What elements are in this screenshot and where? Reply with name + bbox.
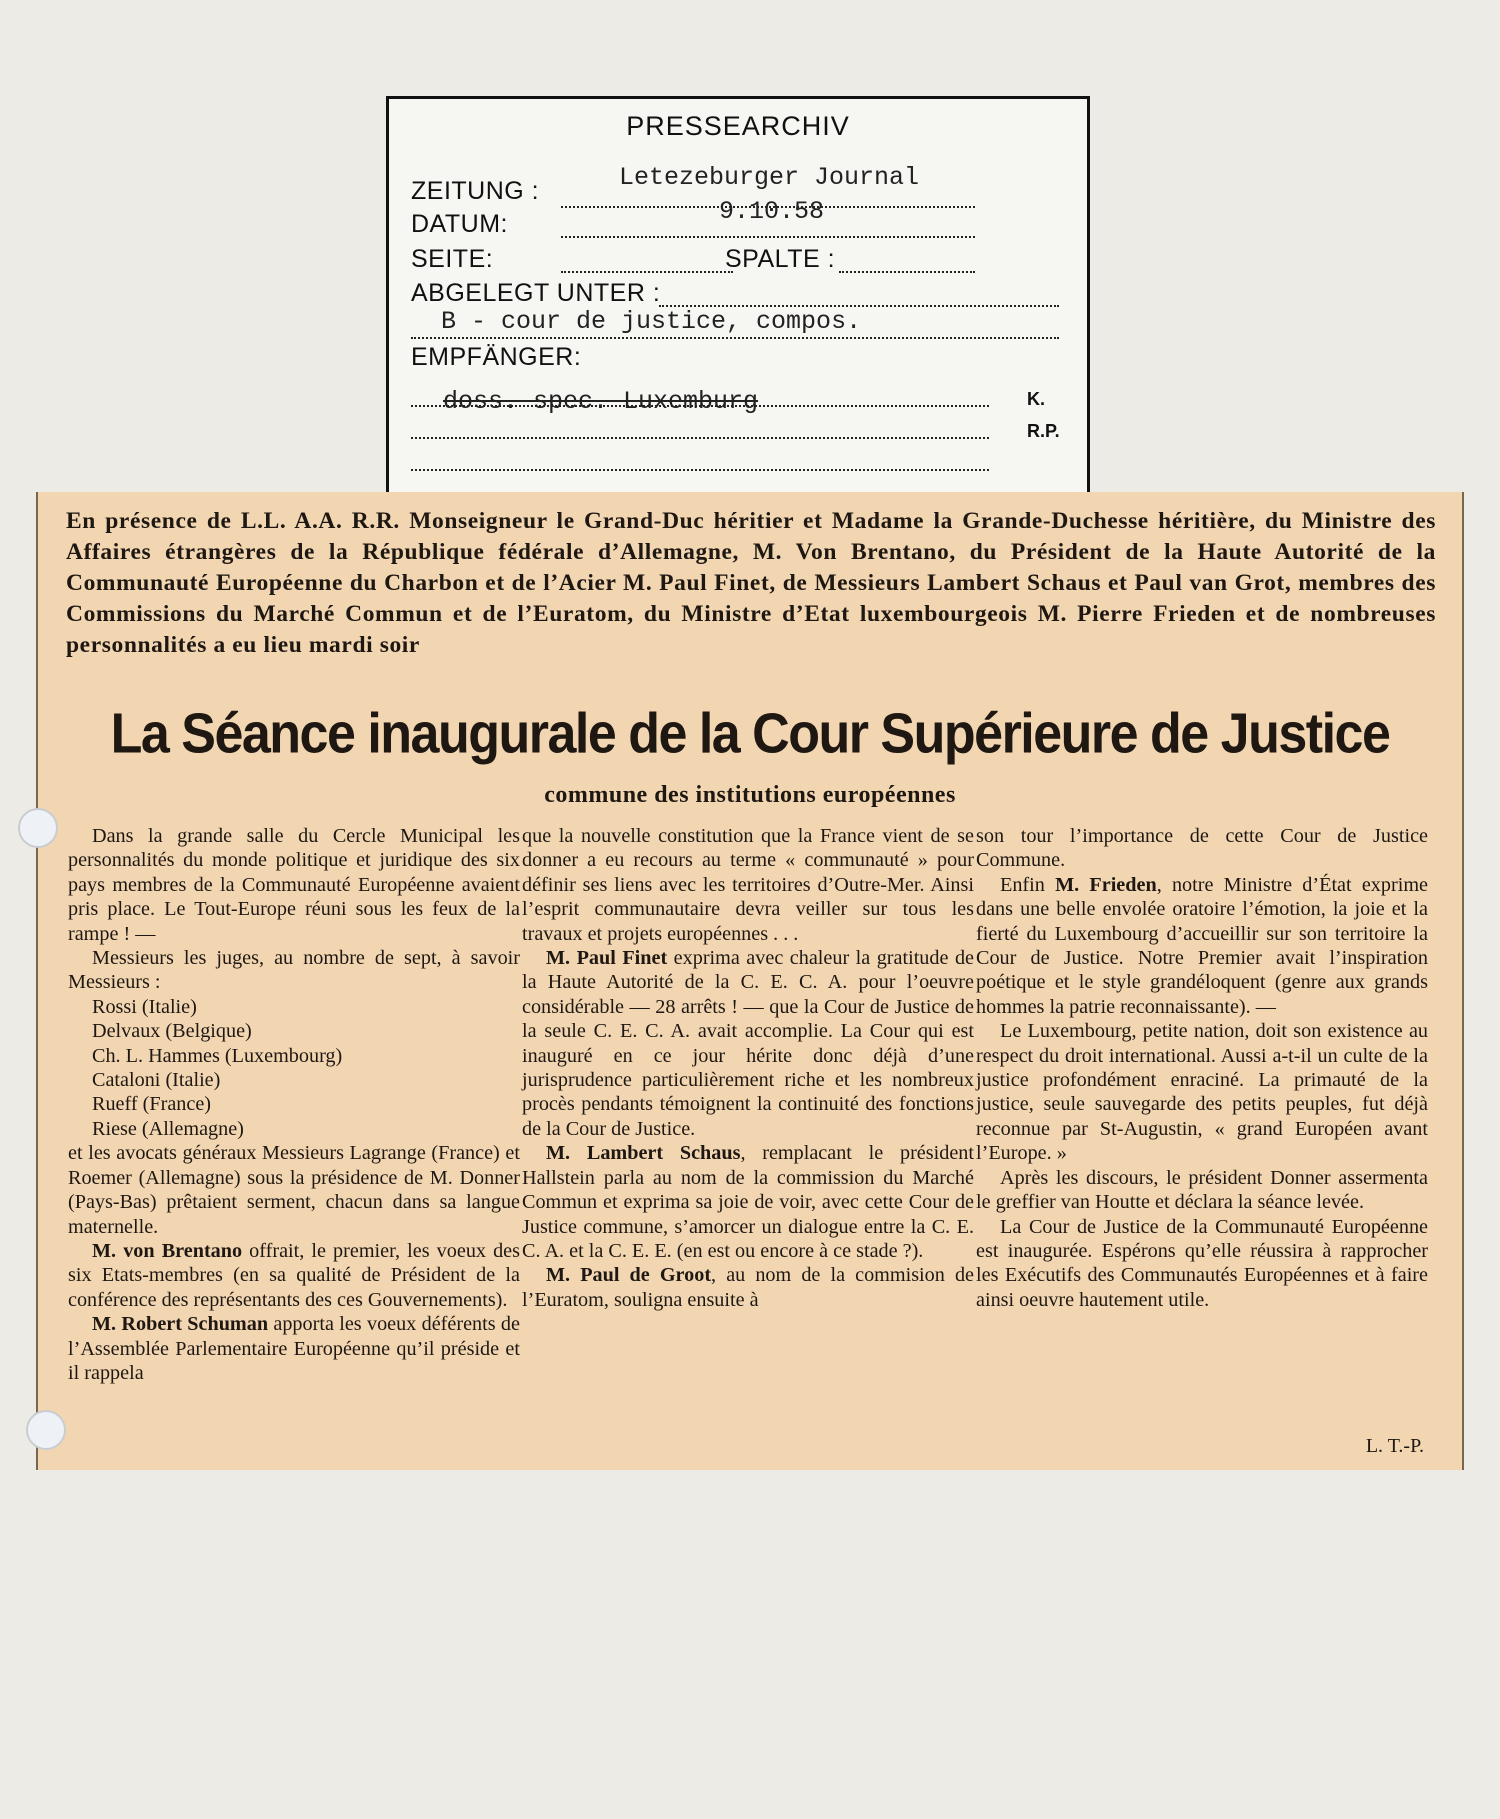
judge-list-item: Delvaux (Belgique) [92,1020,252,1043]
spalte-line [839,271,975,273]
card-title: PRESSEARCHIV [626,111,850,141]
article-headline: La Séance inaugurale de la Cour Supérieure de Justice [110,702,1390,766]
col3-paragraph-3: Le Luxembourg, petite nation, doit son existence au respect du droit international. Aussi a-t-il un culte de la justice profondément enraciné. La primauté de la justice, seule sauvegarde des petits peuples, fut déjà reconnue par St-Augustin, « grand Européen avant l’Europe. » [976,1020,1428,1165]
col3-paragraph-5: La Cour de Justice de la Communauté Européenne est inaugurée. Espérons qu’elle réussira à rapprocher les Exécutifs des Communautés Européennes et à faire ainsi oeuvre hautement utile. [976,1215,1428,1311]
newspaper-clipping [36,492,1464,1470]
person-name: M. Paul Finet [546,947,668,970]
seite-line [561,271,733,273]
col3-paragraph-2 [976,873,1428,1019]
article-subheadline: commune des institutions européennes [544,782,956,808]
col2-paragraph-2 [522,946,974,1141]
punch-hole [26,1410,66,1450]
paragraph-text: apporta les voeux déférents de l’Assemblée Parlementaire Européenne qu’il préside et il rappela [68,1313,520,1384]
col1-paragraph-3: et les avocats généraux Messieurs Lagrange (France) et Roemer (Allemagne) sous la présidence de M. Donner (Pays-Bas) prêtaient serment, chacun dans sa langue maternelle. [68,1142,520,1238]
col1-paragraph-4 [68,1239,520,1312]
judge-list-item: Rossi (Italie) [92,995,197,1018]
paragraph-text: exprima avec chaleur la gratitude de la Haute Autorité de la C. E. C. A. pour l’oeuvre considérable — 28 arrêts ! — que la Cour de Justice de la seule C. E. C. A. avait accomplie. La Cour qui est inauguré en ce jour hérite donc déjà d’une jurisprudence particulièrement riche et les nombreux procès pendants témoignent la continuité des fonctions de la Cour de Justice. [522,947,974,1140]
col1-paragraph-1: Dans la grande salle du Cercle Municipal les personnalités du monde politique et juridique des six pays membres de la Communauté Européenne avaient pris place. Le Tout-Europe réuni sous les feux de la rampe ! — [68,825,520,945]
paragraph-text: , remplacant le président Hallstein parla au nom de la commission du Marché Commun et exprima sa joie de voir, avec cette Cour de Justice commune, s’amorcer un dialogue entre la C. E. C. A. et la C. E. E. (en est ou encore à ce stade ?). [522,1142,974,1262]
empfaenger-value: doss. spec. Luxemburg [443,387,759,416]
zeitung-value: Letezeburger Journal [619,163,920,192]
paragraph-text: Enfin [1000,873,1056,896]
col1-paragraph-5 [68,1312,520,1385]
article-column-2 [522,824,974,1312]
col3-paragraph-4: Après les discours, le président Donner assermenta le greffier van Houtte et déclara la séance levée. [976,1166,1428,1214]
person-name: M. Frieden [1055,873,1157,896]
article-column-1 [68,824,520,1385]
k-label: K. [1027,389,1045,409]
article-lead: En présence de L.L. A.A. R.R. Monseigneur le Grand-Duc héritier et Madame la Grande-Duchesse héritière, du Ministre des Affaires étrangères de la République fédérale d’Allemagne, M. Von Brentano, du Président de la Haute Autorité de la Communauté Européenne du Charbon et de l’Acier M. Paul Finet, de Messieurs Lambert Schaus et Paul van Grot, membres des Commissions du Marché Commun et de l’Euratom, du Ministre d’Etat luxembourgeois M. Pierre Frieden et de nombreuses personnalités a eu lieu mardi soir [66,508,1436,658]
abgelegt-line-2 [411,337,1059,339]
col1-paragraph-2: Messieurs les juges, au nombre de sept, à savoir Messieurs : [68,947,520,994]
datum-label: DATUM: [411,210,508,238]
empfaenger-line-3 [411,469,989,471]
col2-paragraph-4 [522,1263,974,1312]
paragraph-text: , notre Ministre d’État exprime dans une belle envolée oratoire l’émotion, la joie et la fierté du Luxembourg d’accueillir sur son territoire la Cour de Justice. Notre Premier avait l’inspiration poétique et le style grandéloquent (genre aux grands hommes la patrie reconnaissante). — [976,873,1428,1018]
seite-label: SEITE: [411,245,494,273]
paragraph-text: offrait, le premier, les voeux des six Etats-membres (en sa qualité de Président de la conférence des représentants des ces Gouvernements). [68,1239,521,1311]
judge-list-item: Ch. L. Hammes (Luxembourg) [92,1044,343,1067]
empfaenger-line-1 [411,405,989,407]
datum-value: 9.10.58 [719,197,825,226]
judge-list-item: Riese (Allemagne) [92,1117,244,1140]
person-name: M. Lambert Schaus [546,1142,741,1165]
judge-list-item: Rueff (France) [92,1093,212,1116]
judge-list-item: Cataloni (Italie) [92,1069,221,1092]
rp-label: R.P. [1027,421,1060,441]
spalte-label: SPALTE : [725,245,836,273]
paragraph-text: , au nom de la commision de l’Euratom, souligna ensuite à [522,1264,974,1311]
abgelegt-label: ABGELEGT UNTER : [411,279,661,307]
datum-line [561,236,975,238]
article-column-3 [976,824,1428,1312]
punch-hole [18,808,58,848]
person-name: M. Robert Schuman [92,1313,269,1336]
empfaenger-line-2 [411,437,989,439]
col2-paragraph-1: que la nouvelle constitution que la France vient de se donner a eu recours au terme « communauté » pour définir ses liens avec les territoires d’Outre-Mer. Ainsi l’esprit communautaire devra veiller sur tous les travaux et projets européennes . . . [522,825,974,945]
person-name: M. von Brentano [92,1239,243,1262]
abgelegt-value: B - cour de justice, compos. [441,307,862,336]
col3-paragraph-1: son tour l’importance de cette Cour de Justice Commune. [976,825,1428,872]
zeitung-label: ZEITUNG : [411,177,540,205]
col2-paragraph-3 [522,1141,974,1263]
person-name: M. Paul de Groot [546,1264,712,1287]
author-signature: L. T.-P. [1365,1435,1424,1457]
empfaenger-label: EMPFÄNGER: [411,343,582,371]
archive-label-card [386,96,1090,496]
